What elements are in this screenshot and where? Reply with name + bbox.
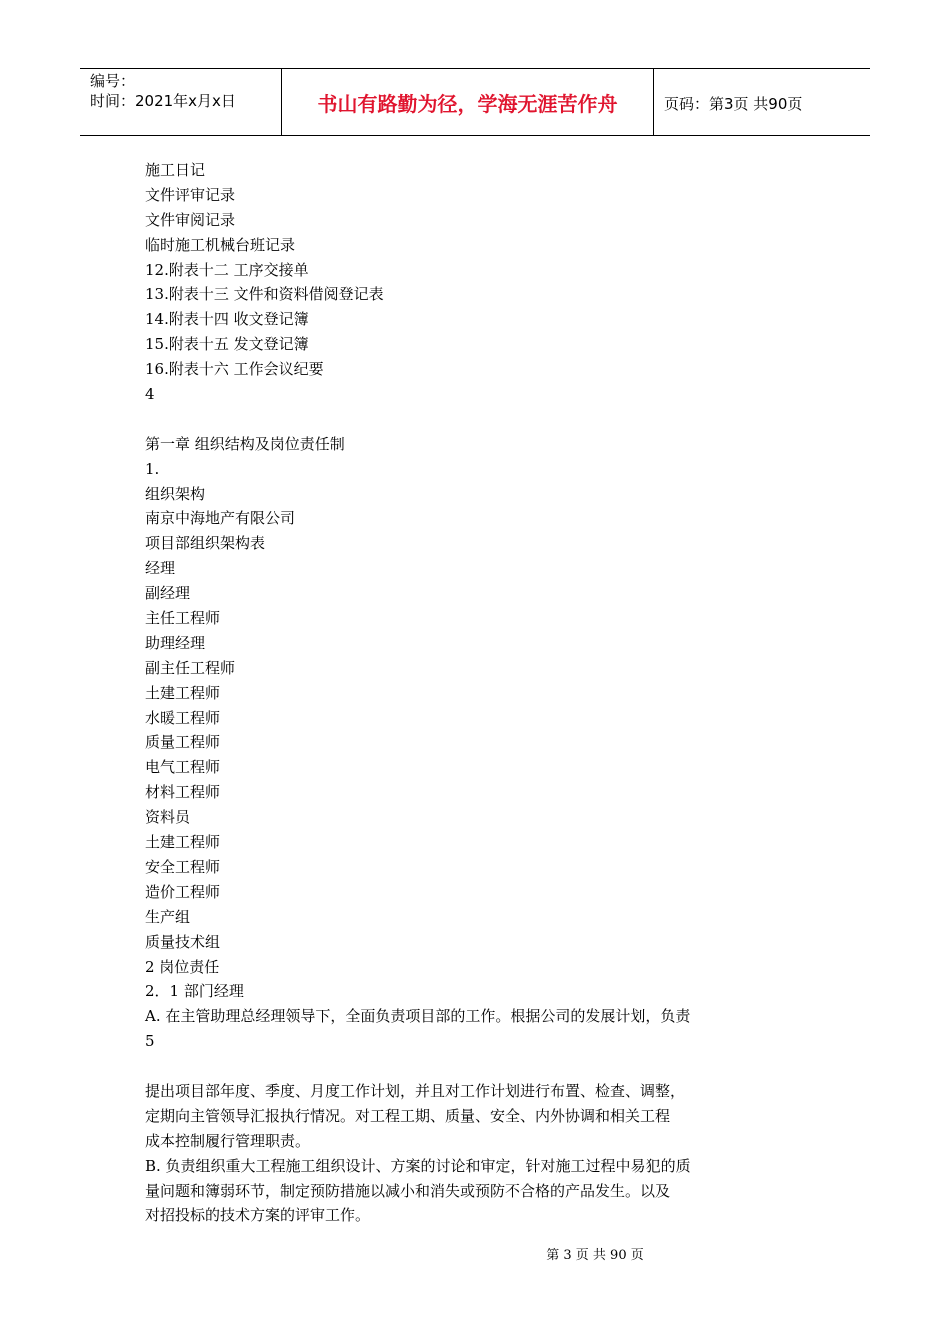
text-line: 电气工程师 [145, 758, 221, 777]
text-line: 量问题和簿弱环节，制定预防措施以减小和消失或预防不合格的产品发生。以及 [145, 1181, 671, 1200]
text-line: 2 岗位责任 [145, 957, 220, 976]
text-line: 5 [145, 1032, 155, 1051]
text-line: 组织架构 [145, 484, 206, 503]
text-line: 对招投标的技术方案的评审工作。 [145, 1206, 371, 1225]
text-line: 文件审阅记录 [145, 210, 236, 229]
header-motto-cell [282, 69, 654, 135]
text-line: 15.附表十五 发文登记簿 [145, 335, 309, 354]
text-line: 第一章 组织结构及岗位责任制 [145, 434, 345, 453]
text-line: 生产组 [145, 907, 191, 926]
blank-line [145, 407, 765, 432]
text-line: 成本控制履行管理职责。 [145, 1131, 311, 1150]
text-line: 项目部组织架构表 [145, 534, 266, 553]
text-line: A. 在主管助理总经理领导下，全面负责项目部的工作。根据公司的发展计划，负责 [145, 1007, 691, 1026]
document-number-label: 编号： [90, 72, 136, 90]
text-line: 土建工程师 [145, 683, 221, 702]
text-line: 16.附表十六 工作会议纪要 [145, 360, 324, 379]
text-line: 临时施工机械台班记录 [145, 235, 296, 254]
page-footer [0, 1247, 950, 1265]
blank-line [145, 1054, 765, 1079]
header-page-cell [654, 69, 870, 135]
text-line: B. 负责组织重大工程施工组织设计、方案的讨论和审定，针对施工过程中易犯的质 [145, 1156, 691, 1175]
text-line: 材料工程师 [145, 783, 221, 802]
text-line: 经理 [145, 559, 176, 578]
header-meta-cell [80, 69, 282, 135]
text-line: 安全工程师 [145, 857, 221, 876]
text-line: 提出项目部年度、季度、月度工作计划，并且对工作计划进行布置、检查、调整， [145, 1081, 686, 1100]
text-line: 造价工程师 [145, 882, 221, 901]
text-line: 南京中海地产有限公司 [145, 509, 296, 528]
text-line: 质量技术组 [145, 932, 221, 951]
page-header [80, 68, 870, 136]
text-line: 副主任工程师 [145, 658, 236, 677]
text-line: 14.附表十四 收文登记簿 [145, 310, 309, 329]
header-page-info: 页码：第3页 共90页 [664, 95, 803, 113]
text-line: 副经理 [145, 584, 191, 603]
text-line: 12.附表十二 工序交接单 [145, 260, 309, 279]
footer-page-number: 第 3 页 共 90 页 [546, 1248, 644, 1263]
text-line: 1. [145, 459, 160, 478]
text-line: 水暖工程师 [145, 708, 221, 727]
text-line: 定期向主管领导汇报执行情况。对工程工期、质量、安全、内外协调和相关工程 [145, 1106, 671, 1125]
text-line: 2．1 部门经理 [145, 982, 244, 1001]
document-date-label: 时间：2021年x月x日 [90, 92, 236, 110]
document-body [145, 158, 765, 1228]
header-motto: 书山有路勤为径，学海无涯苦作舟 [317, 92, 618, 116]
text-line: 质量工程师 [145, 733, 221, 752]
text-line: 助理经理 [145, 633, 206, 652]
text-line: 13.附表十三 文件和资料借阅登记表 [145, 285, 384, 304]
text-line: 4 [145, 385, 155, 404]
text-line: 土建工程师 [145, 833, 221, 852]
text-line: 施工日记 [145, 161, 206, 179]
text-line: 资料员 [145, 808, 191, 827]
text-line: 主任工程师 [145, 609, 221, 628]
text-line: 文件评审记录 [145, 185, 236, 204]
